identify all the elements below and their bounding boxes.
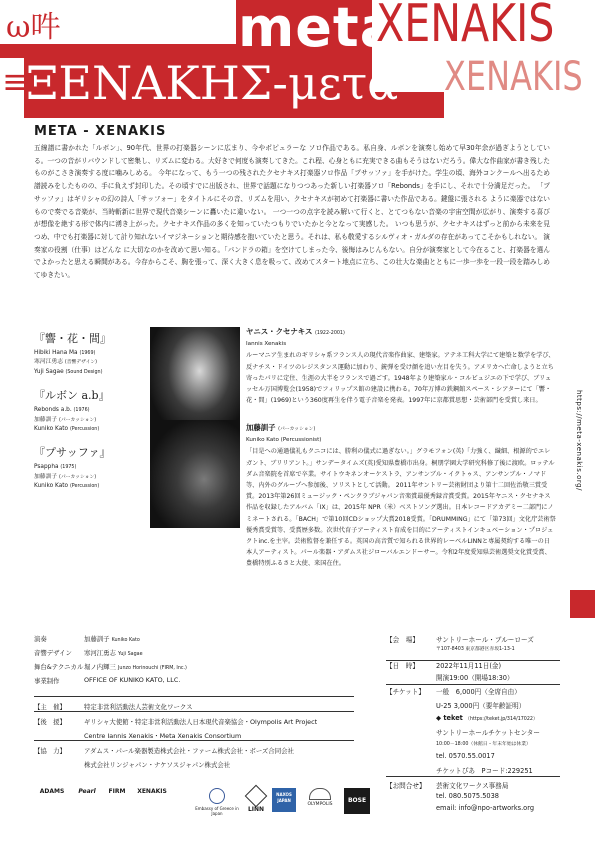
bio-roman-text: Kuniko Kato bbox=[246, 437, 279, 444]
credit-row bbox=[34, 676, 60, 685]
work-line-note: (Percussion) bbox=[69, 427, 100, 433]
org-text: ギリシャ大使館・特定非営利活動法人日本現代音楽協会・Olympolis Art Project bbox=[84, 718, 318, 726]
teket-brand: teket bbox=[443, 714, 463, 722]
title-greek: ΞΕΝΑΚΗΣ-μετά bbox=[26, 56, 399, 110]
logo-bose: BOSE bbox=[344, 788, 370, 814]
logo-pearl: Pearl bbox=[78, 788, 96, 795]
credit-row-value bbox=[84, 648, 143, 657]
org-text: アダムス・パール楽器製造株式会社・ファーム株式会社・ボーズ合同会社 bbox=[84, 747, 294, 755]
org-row bbox=[34, 717, 66, 726]
section-heading: META - XENAKIS bbox=[34, 124, 167, 139]
credit-label: 演奏 bbox=[34, 635, 47, 643]
work-line bbox=[34, 425, 144, 434]
work-item bbox=[34, 387, 144, 434]
work-item bbox=[34, 444, 144, 491]
contact-tel[interactable]: tel. 080.5075.5038 bbox=[436, 792, 500, 800]
work-line bbox=[34, 358, 144, 367]
bio-xenakis-roman: Iannis Xenakis bbox=[246, 341, 287, 348]
divider bbox=[386, 776, 560, 777]
org-row bbox=[34, 746, 66, 755]
bio-kato-text: 「目是への通過儀礼もクニコには、勝利の儀式に過ぎない。」グラモフォン(英)「力強く、繊細、根源的でエレガント、ブリリアント。」サンデータイムズ(英)愛知県豊橋市出身。桐朋学園大学研究科修了後に渡欧。ロッテルダム音楽院を首席で卒業。サイトウキネンオーケストラ、アンサンブル・イクトゥス、アンサンブル・ノマド等、内外のグループへ参加後、ソリストとして活動。 2011年サントリー芸術財団より第十二回佐治敬三賞受賞。2013年第26回ミュージック・ペンクラブジャパン音楽賞最優秀録音賞受賞。2015年ヤニス・クセナキス作品を収録したアルバム「IX」は、2015年 NPR（米）ベストソング選出。日本レコードアカデミー二部門にノミネートされる。「BACH」で第10回CDショップ大賞2018受賞。「DRUMMING」にて「第73回」文化庁芸術祭優秀賞受賞等、受賞歴多数。次世代育子アーティスト育成を目的にアーティストインキュベーション・プロジェクトinc.を主宰。芸術監督を兼任する。英国の高音質で知られる世界的レーベルLINNと専属契約する唯一の日本人アーティスト。パール楽器・アダムス社ジローバルエンドーサー。令和2年度愛知県芸術選奨文化賞受賞、豊橋特別ふるさと大使、来国在住。 bbox=[246, 448, 556, 568]
works-list bbox=[34, 330, 144, 502]
logo-olympolis-text: OLYMPOLIS bbox=[307, 802, 333, 807]
credit-row-value bbox=[84, 634, 140, 643]
bio-xenakis-text: ルーマニア生まれのギリシャ系フランス人の現代音楽作曲家、建築家。アテネ工科大学にて建築と数学を学び、反ナチス・ドイツのレジスタンス運動に加わり、銃弾を受け顔を追い左目を失う。アメリカへ亡命しようと立ち寄ったパリに定住、生涯の大半をフランスで過ごす。1948年より建築家ル・コルビュジエの下で学び、ブリュッセル万国博覧会(1958)でフィリップス館の建設に携わる。70年万博の鉄鋼館スペース・シアターにて「響・花・間」(1969)という360度再生を伴う電子音楽を発表。1997年に京都賞思想・芸術部門を受賞し来日。 bbox=[246, 352, 555, 405]
work-line-note: (1975) bbox=[60, 465, 77, 471]
teket-logo[interactable] bbox=[436, 714, 538, 722]
emblem-icon bbox=[209, 788, 225, 804]
work-title: 『響・花・間』 bbox=[34, 332, 111, 345]
contact-label: 【お問合せ】 bbox=[386, 782, 426, 790]
date-label: 【日 時】 bbox=[386, 662, 419, 670]
credit-name: 堀ノ内輝三 bbox=[84, 663, 116, 671]
credit-row bbox=[34, 648, 72, 657]
logo-linn bbox=[242, 788, 270, 813]
website-url[interactable]: https://meta-xenakis.org/ bbox=[575, 390, 583, 491]
work-line-note: (音響デザイン) bbox=[64, 360, 98, 366]
header-glyph-bottom: ≡ bbox=[2, 62, 31, 102]
work-item bbox=[34, 330, 144, 377]
suntory-tel[interactable]: tel. 0570.55.0017 bbox=[436, 752, 495, 760]
kato-photo bbox=[150, 420, 240, 528]
teket-url[interactable]: （https://teket.jp/314/17022） bbox=[465, 717, 538, 722]
venue-label: 【会 場】 bbox=[386, 636, 419, 644]
credit-name: OFFICE OF KUNIKO KATO, LLC. bbox=[84, 676, 181, 684]
bio-kato-name bbox=[246, 422, 556, 435]
work-line-text: 加藤訓子 bbox=[34, 473, 58, 480]
ticket-label: 【チケット】 bbox=[386, 688, 425, 696]
divider bbox=[34, 696, 354, 697]
contact-org: 芸術文化ワークス事務局 bbox=[436, 782, 509, 790]
work-line bbox=[34, 482, 144, 491]
intro-text bbox=[34, 142, 550, 282]
credit-label: 事業制作 bbox=[34, 677, 60, 685]
title-xenakis: XENAKIS bbox=[376, 0, 555, 54]
work-line-text: Psappha bbox=[34, 464, 59, 471]
credit-row bbox=[34, 634, 47, 643]
work-title: 『プサッファ』 bbox=[34, 446, 111, 460]
credit-roman: Yuji Sagae bbox=[118, 652, 143, 657]
divider bbox=[34, 711, 354, 712]
event-time: 開演19:00（開場18:30） bbox=[436, 674, 514, 682]
suntory-center: サントリーホールチケットセンター bbox=[436, 729, 540, 737]
credit-row-value bbox=[84, 662, 187, 671]
bio-name-text: ヤニス・クセナキス bbox=[246, 327, 313, 336]
title-meta: meta- bbox=[238, 0, 421, 59]
bio-roman-role: (Percussionist) bbox=[280, 437, 322, 444]
work-line-note: (Percussion) bbox=[69, 484, 100, 490]
org-row bbox=[34, 702, 66, 711]
credit-label: 舞台&テクニカル bbox=[34, 663, 84, 671]
contact-email[interactable]: email: info@npo-artworks.org bbox=[436, 804, 535, 812]
venue-address: 〒107-8403 東京都港区赤坂1-13-1 bbox=[436, 647, 515, 652]
header-glyph-top: ω吽 bbox=[6, 10, 61, 45]
work-line-text: Kuniko Kato bbox=[34, 483, 69, 490]
work-title: 『ルボン a.b』 bbox=[34, 389, 110, 403]
credit-roman: Junzo Horinouchi (FIRM, Inc.) bbox=[118, 666, 187, 671]
olympolis-icon bbox=[309, 788, 331, 800]
credit-row bbox=[34, 662, 83, 671]
side-accent-bar bbox=[570, 590, 595, 618]
bio-kato bbox=[246, 422, 556, 570]
bio-xenakis-name bbox=[246, 326, 556, 339]
event-date: 2022年11月11日(金) bbox=[436, 662, 502, 670]
bio-years: (1922-2001) bbox=[314, 331, 345, 336]
bio-kato-roman bbox=[246, 435, 556, 446]
work-line-text: Hibiki Hana Ma bbox=[34, 350, 78, 356]
venue-name: サントリーホール・ブルーローズ bbox=[436, 636, 534, 644]
work-line-note: (パーカッション) bbox=[59, 417, 97, 423]
org-label: 【協 力】 bbox=[34, 747, 66, 755]
logo-naxos: NAXOS JAPAN bbox=[272, 788, 296, 812]
org-text: 特定非営利活動法人芸術文化ワークス bbox=[84, 703, 193, 711]
work-line-note: (Sound Design) bbox=[65, 369, 103, 375]
intro-paragraph: 五線譜に書かれた「ルボン」、90年代、世界の打楽器シーンに広まり、今やポピュラーな ソロ作品である。私自身、ルボンを演奏し始めて早30年余が過ぎようとしている。一つの音がリバウンドして密集し、リズムに変わる。大好きで何度も演奏してきた。これ程、心身ともに充実できる曲もそうはないだろう。偉大な作曲家が書き残したものがこさき演奏する度に噛みしめる。 今年になって、もう一つの残されたクセナキス打楽器ソロ作品「プサッファ」を手がけた。学生の頃、海外コンクールへ出るため譜読みをしたものの、手に負えず封印した。その頃すでに出版され、世界で話題になりつつあった新しい打楽器ソロ「Rebonds」を手にし、それで十分満足だった。 「プサッファ」はギリシャの幻の詩人「サッフォー」をタイトルにその音、リズムを用い、クセナキスが初めて打楽器に書いた作品である。鍵盤に張される ように楽器ではないもので奏でる音楽が、当時斬新に世界で現代音楽シーンに轟いたに違いない。 一つ一つの点字を読み解いて行くと、とてつもない音楽の宇宙空間が広がり、演奏する喜びが想像を絶する形で体内に湧き上がった。クセナキス作品の多くを知っていたつもりでいたかと今となって実感した。 いつも思うが、クセナキスはずっと前から未来を見つめ、中でも打楽器に対して計り知れないイマジネーションと期待感を抱いていたと思う。それは、私も敬愛するシルヴィオ・ガルダの存在があってこそかもしれない。 演奏家の役割（仕事）はどんな に大切なのかを改めて思い知る。「パンドラの箱」を空けてしまった今、後悔はみじんもない。自分が演奏家として今在ること、打楽器を選んでよかったと思える瞬間がある。今存からこそ、胸を張って、深く大きく息を吸って、改めてスタート地点に立ち、この壮大な楽曲とともに一歩一歩を一段一段を踏みしめてゆきたい。 bbox=[34, 144, 550, 280]
work-line-text: 寒河江勇志 bbox=[34, 359, 63, 366]
credit-roman: Kuniko Kato bbox=[111, 638, 140, 643]
linn-icon bbox=[245, 785, 268, 808]
work-line-note: (1969) bbox=[79, 351, 96, 356]
logo-xenakis: XENAKIS bbox=[137, 788, 167, 795]
bio-name-text: 加藤訓子 bbox=[246, 423, 276, 432]
logo-linn-text: LINN bbox=[247, 806, 265, 813]
logo-firm: FIRM bbox=[108, 788, 126, 795]
logo-adams: ADAMS bbox=[39, 788, 65, 795]
org-label: 【後 援】 bbox=[34, 718, 66, 726]
credit-name: 加藤訓子 bbox=[84, 635, 110, 643]
work-line bbox=[34, 406, 144, 415]
work-line-note: (1976) bbox=[73, 408, 90, 414]
sponsor-logos bbox=[34, 788, 564, 818]
work-line-text: Yuji Sagae bbox=[34, 368, 64, 375]
work-line bbox=[34, 416, 144, 425]
title-xenakis-echo-text: XENAKIS bbox=[444, 54, 583, 100]
work-line bbox=[34, 349, 144, 358]
work-line-text: Kuniko Kato bbox=[34, 426, 69, 433]
divider bbox=[386, 660, 560, 661]
divider bbox=[34, 740, 354, 741]
work-line-text: Rebonds a.b. bbox=[34, 407, 72, 414]
work-line bbox=[34, 463, 144, 472]
ticket-pia: チケットぴあ Pコード:229251 bbox=[436, 767, 533, 775]
logo-embassy-text: Embassy of Greece in Japan bbox=[195, 806, 239, 816]
org-label: 【主 催】 bbox=[34, 703, 66, 711]
teket-icon: ◆ bbox=[436, 714, 442, 722]
work-line bbox=[34, 368, 144, 377]
credit-name: 寒河江勇志 bbox=[84, 649, 116, 657]
bio-xenakis bbox=[246, 326, 556, 406]
work-line-note: (パーカッション) bbox=[59, 474, 97, 480]
credit-row-value bbox=[84, 676, 180, 684]
work-line bbox=[34, 473, 144, 482]
divider bbox=[386, 684, 560, 685]
title-xenakis-echo bbox=[444, 44, 595, 118]
ticket-u25: U-25 3,000円（要年齢証明） bbox=[436, 702, 526, 710]
bio-role: (パーカッション) bbox=[278, 427, 316, 432]
logo-olympolis bbox=[300, 788, 340, 807]
suntory-hours: 10:00－18:00（休館日・年末年始は休業） bbox=[436, 742, 531, 747]
credit-label: 音響デザイン bbox=[34, 649, 72, 657]
org-text: 株式会社リンジャパン・ナケソスジャパン株式会社 bbox=[84, 761, 231, 769]
org-text: Centre Iannis Xenakis・Meta Xenakis Consortium bbox=[84, 732, 242, 740]
logo-embassy-greece bbox=[194, 788, 240, 816]
work-line-text: 加藤訓子 bbox=[34, 416, 58, 423]
ticket-general: 一般 6,000円（全席自由） bbox=[436, 688, 521, 696]
